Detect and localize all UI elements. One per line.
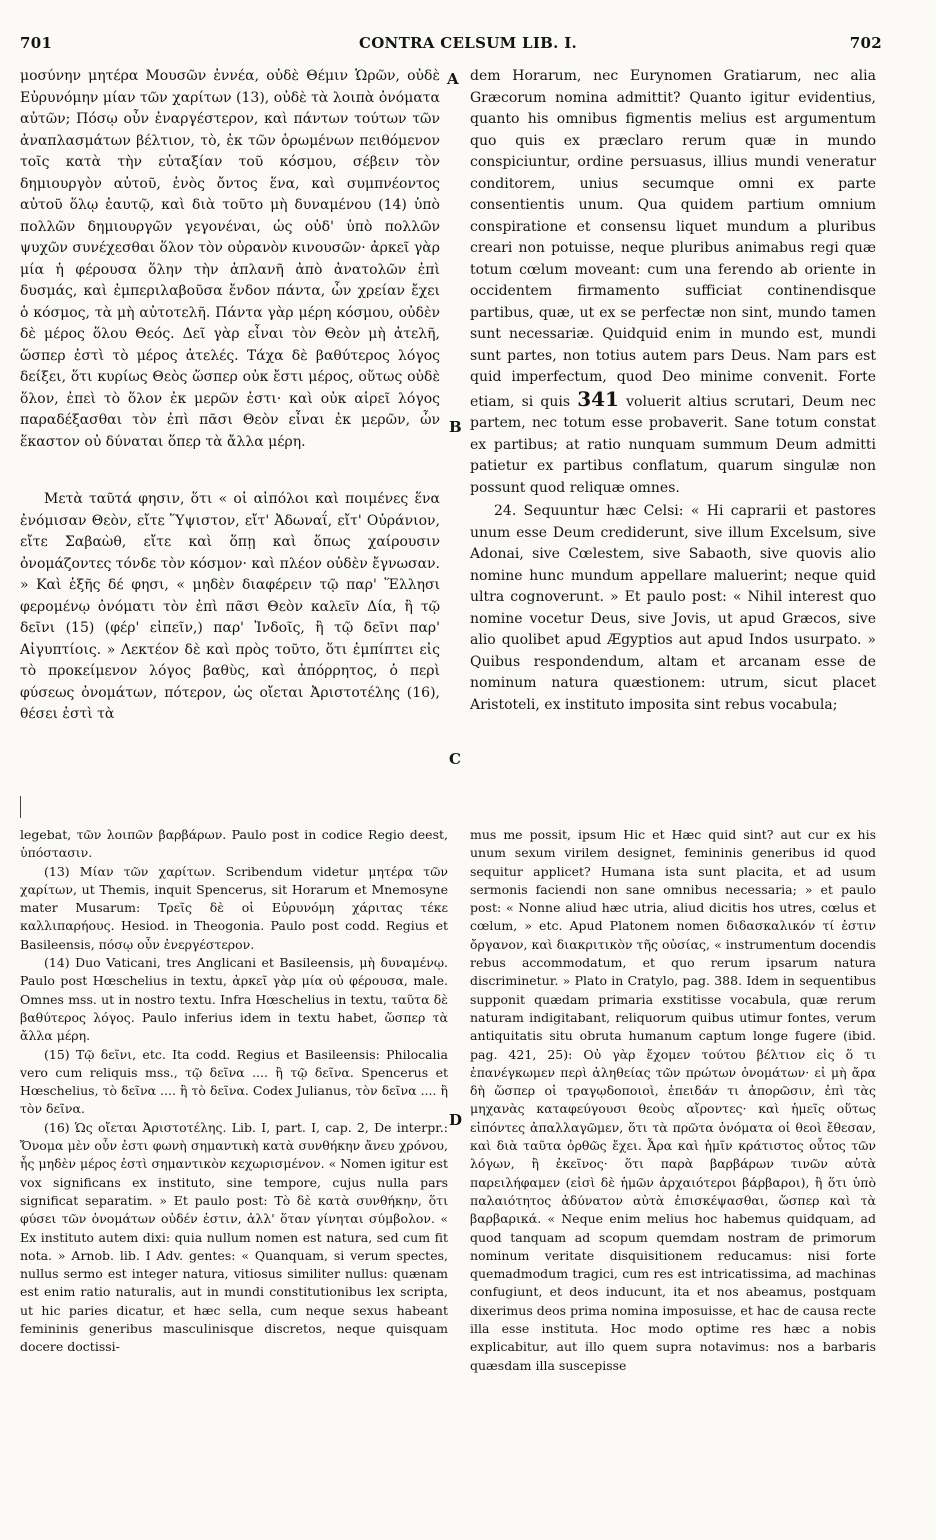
margin-letter-a: A — [447, 70, 459, 88]
margin-letter-c: C — [449, 750, 461, 768]
latin-paragraph-text: dem Horarum, nec Eurynomen Gratiarum, nec alia Græcorum nomina admittit? Quanto igitur evidentius, quanto his omnibus figmentis melius est argumentum quo quis ex præclaro rerum quæ in mundo conspiciuntur, ordine persuasus, illius mundi veneratur conditorem, unius secumque omni ex parte consentientis unum. Qua quidem partium omnium conspiratione et consensu liquet mundum a pluribus creari non potuisse, neque pluribus animabus regi quæ totum cœlum moveant: cum una ferendo ab oriente in occidentem firmamento sufficiat continendisque partibus, quæ, ut ex se perfectæ non sint, mundo tamen sunt necessariæ. Quidquid enim in mundo est, mundi sunt partes, non totius autem pars Deus. Nam pars est quid imperfectum, quod Deo minime convenit. Forte etiam, si quis — [470, 68, 876, 410]
latin-paragraph: 24. Sequuntur hæc Celsi: « Hi caprarii et pastores unum esse Deum crediderunt, sive illum Excelsum, sive Adonai, sive Cœlestem, sive Sabaoth, sive quovis alio nomine hunc mundum appellare maluerint; neque quid ultra cognoverunt. » Et paulo post: « Nihil interest quo nomine vocetur Deus, sive Jovis, ut apud Græcos, sive alio quolibet apud Ægyptios aut apud Indos usurpato. » Quibus respondendum, altam et arcanam esse de nominum natura quæstionem: utrum, sicut placet Aristoteli, ex instituto imposita sint rebus vocabula; — [470, 503, 876, 713]
footnote: mus me possit, ipsum Hic et Hæc quid sint? aut cur ex his unum sexum virilem designet, femininis generibus id quod sequitur applicet? Humana ista sunt placita, et ad usum sermonis faciendi non sane omnibus necessaria; » et paulo post: « Nonne aliud hæc utria, aliud dicitis hos utres, cœlus et cœlum, » etc. Apud Platonem nomen διδασκαλικόν τί ἐστιν ὄργανον, καὶ διακριτικὸν τῆς οὐσίας, « instrumentum docendis rebus accommodatum, et quo rerum ipsarum natura discriminetur. » Plato in Cratylo, pag. 388. Idem in sequentibus supponit quædam primaria exstitisse vocabula, quæ rerum naturam indigitabant, reliquorum quibus utimur fontes, verum antiquitatis situ obruta humanum captum longe fugere (ibid. pag. 421, 25): Οὐ γὰρ ἔχομεν τούτου βέλτιον εἰς ὅ τι ἐπανέγκωμεν περὶ ἀληθείας τῶν πρώτων ὀνομάτων· εἰ μὴ ἄρα δὴ ὥσπερ οἱ τραγῳδοποιοὶ, ἐπειδάν τι ἀπορῶσιν, ἐπὶ τὰς μηχανὰς καταφεύγουσι θεοὺς αἴροντες· καὶ ἡμεῖς οὕτως εἰπόντες ἀπαλλαγῶμεν, ὅτι τὰ πρῶτα ὀνόματα οἱ θεοὶ ἔθεσαν, καὶ διὰ ταῦτα ὀρθῶς ἔχει. Ἆρα καὶ ἡμῖν κράτιστος οὗτος τῶν λόγων, ἢ ἐκεῖνος· ὅτι παρὰ βαρβάρων τινῶν αὐτὰ παρειλήφαμεν (εἰσὶ δὲ ἡμῶν ἀρχαιότεροι βάρβαροι), ἢ ὅτι ὑπὸ παλαιότητος ἀδύνατον αὐτὰ ἐπισκέψασθαι, ὥσπερ καὶ τὰ βαρβαρικά. « Neque enim melius hoc habemus quidquam, ad quod tanquam ad scopum quemdam nostram de primorum nominum veritate disquisitionem reducamus: nisi forte quemadmodum tragici, cum res est intricatissima, ad machinas confugiunt, et deos inducunt, ita et nos abeamus, postquam dixerimus deos prima nomina imposuisse, et hac de causa recte illa esse instituta. Hoc modo optime res hæc a nobis explicabitur, aut illo quem supra notavimus: nos a barbaris quæsdam illa suscepisse — [470, 827, 876, 1373]
footnote: (13) Μίαν τῶν χαρίτων. Scribendum videtur μητέρα τῶν χαρίτων, ut Themis, inquit Spencerus, sit Horarum et Mnemosyne mater Musarum: Τρεῖς δὲ οἱ Εὐρυνόμη χάριτας τέκε καλλιπαρήους. Hesiod. in Theogonia. Paulo post codd. Regius et Basileensis, πόσῳ οὖν ἐνεργέστερον. — [20, 863, 448, 952]
footnote: (15) Τῷ δεῖνι, etc. Ita codd. Regius et Basileensis: Philocalia vero cum reliquis mss., τῷ δεῖνα .... ἢ τῷ δεῖνα. Spencerus et Hœschelius, τὸ δεῖνα .... ἢ τὸ δεῖνα. Codex Julianus, τὸν δεῖνα .... ἢ τὸν δεῖνα. — [20, 1046, 448, 1117]
margin-letter-d: D — [449, 1111, 463, 1129]
footnote: (16) Ὡς οἴεται Ἀριστοτέλης. Lib. I, part. I, cap. 2, De interpr.: Ὄνομα μὲν οὖν ἐστι φωνὴ σημαντικὴ κατὰ συνθήκην ἄνευ χρόνου, ἧς μηδὲν μέρος ἐστὶ σημαντικὸν κεχωρισμένον. « Nomen igitur est vox significans ex instituto, sine tempore, cujus nulla pars significat separatim. » Et paulo post: Τὸ δὲ κατὰ συνθήκην, ὅτι φύσει τῶν ὀνομάτων οὐδέν ἐστιν, ἀλλ' ὅταν γίνηται σύμβολον. « Ex instituto autem dixi: quia nullum nomen est natura, sed cum fit nota. » Arnob. lib. I Adv. gentes: « Quanquam, si verum spectes, nullus sermo est integer natura, vitiosus similiter nullus: quænam est enim ratio naturalis, aut in mundi constitutionibus lex scripta, ut hic paries dicatur, et hæc sella, cum neque sexus habeant femininis generibus masculinisque discretos, neque quisquam docere doctissi- — [20, 1119, 448, 1355]
latin-paragraph-text: voluerit altius scrutari, Deum nec partem, nec totum esse probaverit. Sane totum constat ex partibus; at ratio nunquam summum Deum admitti patietur ex partibus conflatum, quarum singulæ non possunt quod reliquæ omnes. — [470, 393, 877, 496]
greek-paragraph: Μετὰ ταῦτά φησιν, ὅτι « οἱ αἰπόλοι καὶ ποιμένες ἕνα ἐνόμισαν Θεὸν, εἴτε Ὕψιστον, εἴτ' Ἀδωναΐ, εἴτ' Οὐράνιον, εἴτε Σαβαὼθ, εἴτε καὶ ὅπῃ καὶ ὅπως χαίρουσιν ὀνομάζοντες τόνδε τὸν κόσμον· καὶ πλέον οὐδὲν ἔγνωσαν. » Καὶ ἑξῆς δέ φησι, « μηδὲν διαφέρειν τῷ παρ' Ἕλλησι φερομένῳ ὀνόματι τὸν ἐπὶ πᾶσι Θεὸν καλεῖν Δία, ἢ τῷ δεῖνι (15) (φέρ' εἰπεῖν,) παρ' Ἰνδοῖς, ἢ τῷ δεῖνι παρ' Αἰγυπτίοις. » Λεκτέον δὲ καὶ πρὸς τοῦτο, ὅτι ἐμπίπτει εἰς τὸ προκείμενον λόγος βαθὺς, καὶ ἀπόρρητος, ὁ περὶ φύσεως ὀνομάτων, πότερον, ὡς οἴεται Ἀριστοτέλης (16), θέσει ἐστὶ τὰ — [20, 491, 440, 722]
margin-letter-b: B — [449, 418, 462, 436]
greek-text-column — [20, 66, 440, 726]
left-page-number: 701 — [20, 34, 53, 52]
footnotes-left — [20, 826, 448, 1357]
inline-page-number: 341 — [577, 386, 619, 411]
latin-text-column — [470, 66, 876, 716]
latin-paragraph — [470, 66, 876, 499]
greek-paragraph: μοσύνην μητέρα Μουσῶν ἐννέα, οὐδὲ Θέμιν Ὡρῶν, οὐδὲ Εὐρυνόμην μίαν τῶν χαρίτων (13), οὐδὲ τὰ λοιπὰ ὀνόματα αὐτῶν; Πόσῳ οὖν ἐναργέστερον, καὶ πάντων τούτων τῶν ἀναπλασμάτων βέλτιον, τὸ, ἐκ τῶν ὁρωμένων πειθόμενον τοῖς κατὰ τὴν εὐταξίαν τοῦ κόσμου, σέβειν τὸν δημιουργὸν αὐτοῦ, ἑνὸς ὄντος ἕνα, καὶ συμπνέοντος αὐτοῦ ὅλῳ ἑαυτῷ, καὶ διὰ τοῦτο μὴ δυναμένου (14) ὑπὸ πολλῶν δημιουργῶν γεγονέναι, ὡς οὐδ' ὑπὸ πολλῶν ψυχῶν συνέχεσθαι ὅλον τὸν οὐρανὸν κινουσῶν· ἀρκεῖ γὰρ μία ἡ φέρουσα ὅλην τὴν ἀπλανῆ ἀπὸ ἀνατολῶν ἐπὶ δυσμάς, καὶ ἐμπεριλαβοῦσα ἔνδον πάντα, ὧν χρείαν ἔχει ὁ κόσμος, τὰ μὴ αὐτοτελῆ. Πάντα γὰρ μέρη κόσμου, οὐδὲν δὲ μέρος ὅλου Θεός. Δεῖ γὰρ εἶναι τὸν Θεὸν μὴ ἀτελῆ, ὥσπερ ἐστὶ τὸ μέρος ἀτελές. Τάχα δὲ βαθύτερος λόγος δείξει, ὅτι κυρίως Θεὸς ὥσπερ οὐκ ἔστι μέρος, οὕτως οὐδὲ ὅλον, ἐπεὶ τὸ ὅλον ἐκ μερῶν ἐστι· καὶ οὐκ αἱρεῖ λόγος παραδέξασθαι τὸν ἐπὶ πᾶσι Θεὸν εἶναι ἐκ μερῶν, ὧν ἕκαστον οὐ δύναται ὅπερ τὰ ἄλλα μέρη. — [20, 68, 440, 450]
running-title: CONTRA CELSUM LIB. I. — [358, 34, 578, 52]
margin-rule — [20, 796, 21, 818]
footnote: (14) Duo Vaticani, tres Anglicani et Basileensis, μὴ δυναμένῳ. Paulo post Hœschelius in textu, ἀρκεῖ γὰρ μία οὐ φέρουσα, male. Omnes mss. ut in nostro textu. Infra Hœschelius in textu, ταῦτα δὲ βαθύτερος λόγος. Paulo inferius idem in textu habet, ὥσπερ τὰ ἄλλα μέρη. — [20, 955, 448, 1044]
footnote: legebat, τῶν λοιπῶν βαρβάρων. Paulo post in codice Regio deest, ὑπόστασιν. — [20, 827, 448, 861]
right-page-number: 702 — [849, 34, 882, 52]
footnotes-right — [470, 826, 876, 1375]
